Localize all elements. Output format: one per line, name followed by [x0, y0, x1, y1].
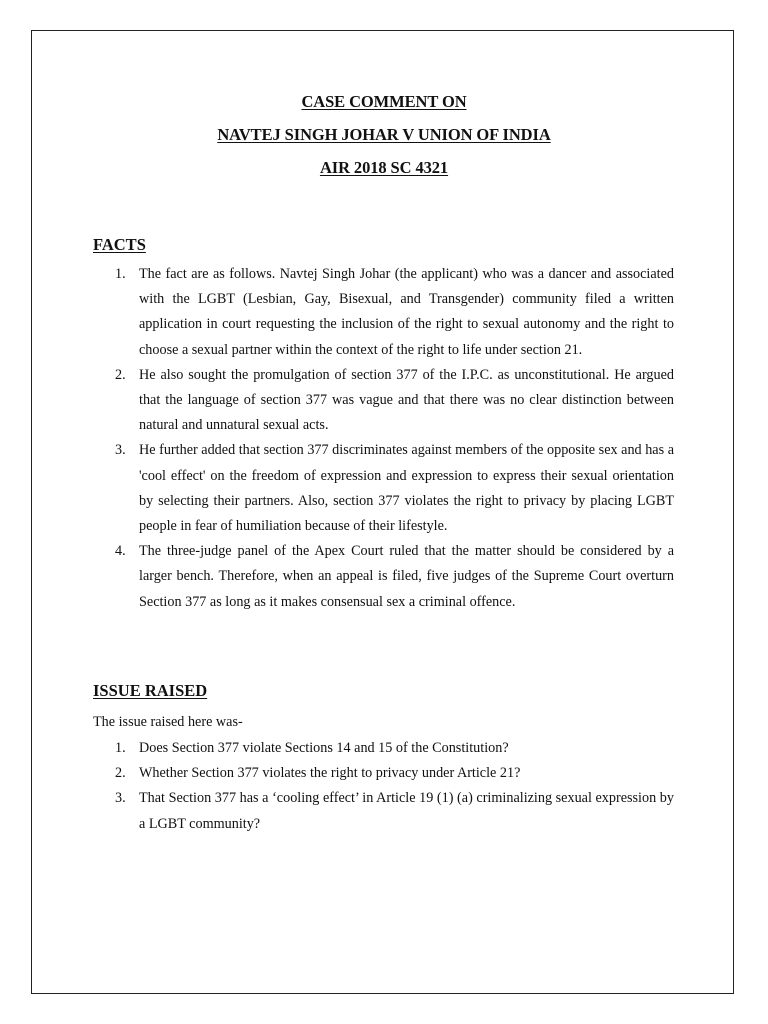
list-item-text: Does Section 377 violate Sections 14 and 15 of the Constitution?: [139, 740, 509, 756]
list-item-text: Whether Section 377 violates the right to privacy under Article 21?: [139, 765, 521, 782]
facts-item-2: [110, 363, 674, 439]
list-number: 1.: [115, 740, 126, 756]
list-item-text: He also sought the promulgation of section 377 of the I.P.C. as unconstitutional. He argued that the language of section 377 was vague and that there was no clear distinction between natural and unnatural sexual acts.: [139, 366, 674, 434]
issue-item-1: [110, 736, 674, 761]
list-number: 1.: [115, 266, 126, 282]
list-item-text: The three-judge panel of the Apex Court ruled that the matter should be considered by a larger bench. Therefore, when an appeal is filed, five judges of the Supreme Court overturn Section 377 as long as it makes consensual sex a criminal offence.: [139, 543, 674, 610]
issues-list: [110, 736, 674, 837]
issue-raised-heading: ISSUE RAISED: [93, 681, 208, 700]
facts-item-3: [110, 438, 674, 539]
issue-intro: The issue raised here was-: [93, 714, 243, 730]
facts-item-4: [110, 539, 674, 615]
list-item-text: The fact are as follows. Navtej Singh Johar (the applicant) who was a dancer and associated with the LGBT (Lesbian, Gay, Bisexual, and Transgender) community filed a written application in court requesting the inclusion of the right to sexual autonomy and the right to choose a sexual partner within the context of the right to life under section 21.: [139, 266, 674, 358]
list-item-text: That Section 377 has a ‘cooling effect’ in Article 19 (1) (a) criminalizing sexual expression by a LGBT community?: [139, 790, 674, 832]
list-number: 3.: [115, 442, 126, 459]
facts-item-1: [110, 262, 674, 363]
issue-item-3: [110, 786, 674, 836]
facts-list: [110, 262, 674, 615]
list-item-text: He further added that section 377 discriminates against members of the opposite sex and has a 'cool effect' on the freedom of expression and expression to express their sexual orientation by selecting their partners. Also, section 377 violates the right to privacy by placing LGBT people in fear of humiliation because of their lifestyle.: [139, 442, 674, 535]
title-line-3: AIR 2018 SC 4321: [319, 158, 449, 177]
list-number: 2.: [115, 765, 126, 782]
title-line-2: NAVTEJ SINGH JOHAR V UNION OF INDIA: [217, 125, 551, 144]
document-title: [0, 85, 768, 184]
list-number: 2.: [115, 366, 126, 383]
list-number: 3.: [115, 790, 126, 807]
issue-item-2: [110, 761, 674, 786]
list-number: 4.: [115, 543, 126, 560]
facts-heading: FACTS: [93, 235, 146, 254]
title-line-1: CASE COMMENT ON: [301, 92, 467, 111]
